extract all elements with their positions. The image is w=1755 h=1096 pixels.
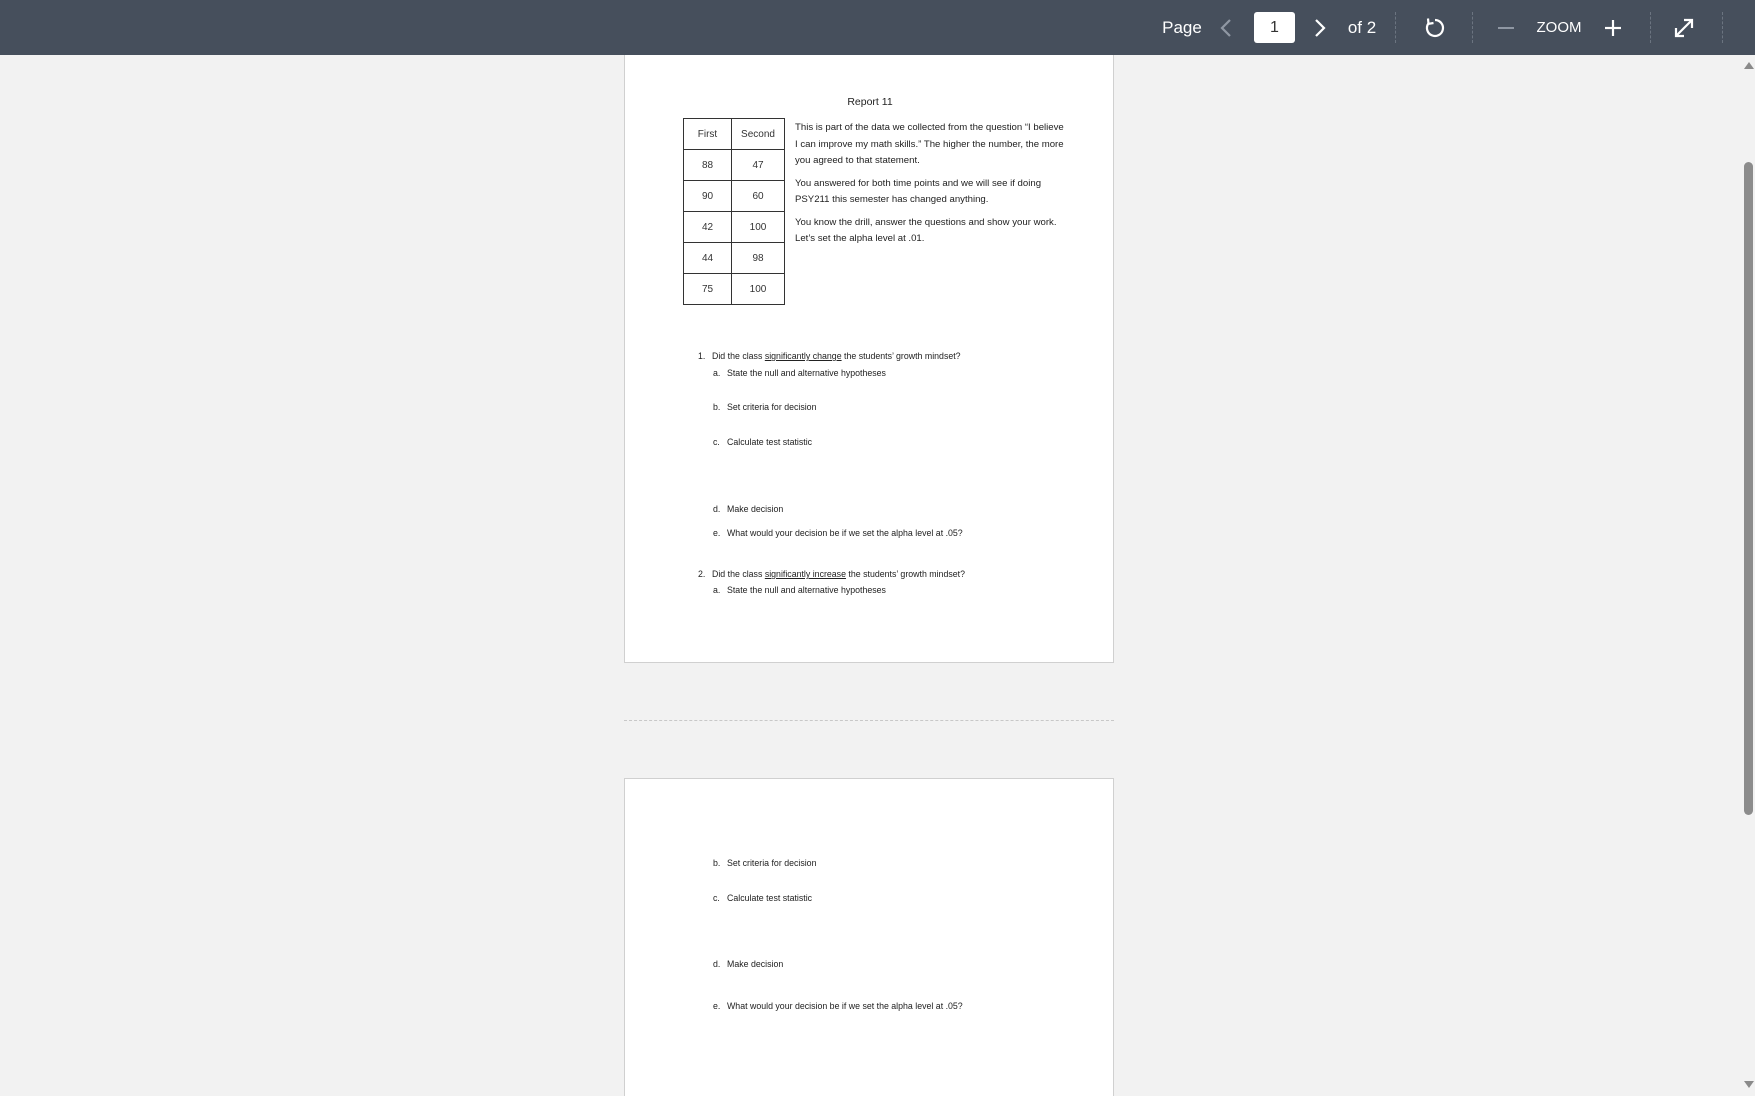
sub-label: e. [713,528,721,538]
table-cell: 100 [732,212,785,243]
question-1d [713,504,783,514]
table-header-row [684,119,785,150]
intro-paragraph: This is part of the data we collected from the question “I believe I can improve my math skills.” The higher the number, the more you agreed to that statement. [795,122,1064,166]
table-header: Second [732,119,785,150]
sub-text: State the null and alternative hypotheses [727,368,886,378]
question-2c [713,893,812,903]
page-count-label: of 2 [1347,17,1377,37]
question-2e [713,1001,963,1011]
document-page-1 [624,55,1114,663]
sub-label: c. [713,437,720,447]
sub-text: Make decision [727,959,784,969]
sub-label: b. [713,858,721,868]
sub-text: Set criteria for decision [727,858,817,868]
sub-label: a. [713,585,721,595]
table-row [684,212,785,243]
plus-icon [1604,19,1622,37]
question-2d [713,959,783,969]
question-number: 2. [698,569,706,579]
report-title: Report 11 [847,96,893,108]
question-1 [698,351,961,361]
table-cell: 75 [684,274,732,305]
minus-icon [1497,26,1515,30]
sub-label: a. [713,368,721,378]
document-page-2 [624,778,1114,1096]
table-cell: 88 [684,150,732,181]
sub-label: c. [713,893,720,903]
zoom-out-button[interactable] [1496,0,1516,55]
sub-text: State the null and alternative hypotheses [727,585,886,595]
table-header: First [684,119,732,150]
intro-paragraph: You answered for both time points and we will see if doing PSY211 this semester has changed anything. [795,177,1042,205]
fullscreen-button[interactable] [1670,0,1698,55]
question-text: the students’ growth mindset? [845,569,965,579]
toolbar-separator [1395,12,1396,43]
chevron-left-icon [1220,18,1232,38]
sub-text: Set criteria for decision [727,402,817,412]
table-row [684,243,785,274]
sub-text: What would your decision be if we set the alpha level at .05? [727,1001,963,1011]
viewer-toolbar [0,0,1755,55]
data-table [683,118,785,305]
sub-label: d. [713,504,721,514]
table-row [684,274,785,305]
question-text: the students’ growth mindset? [841,351,961,361]
previous-page-button[interactable] [1216,0,1236,55]
zoom-label: ZOOM [1536,19,1582,36]
toolbar-separator [1722,12,1723,43]
scroll-down-arrow-icon[interactable] [1744,1081,1754,1088]
table-cell: 44 [684,243,732,274]
table-cell: 47 [732,150,785,181]
question-emphasis: significantly change [764,351,842,361]
question-emphasis: significantly increase [764,569,846,579]
table-row [684,181,785,212]
scrollbar-thumb[interactable] [1744,162,1753,815]
question-text: Did the class [712,351,765,361]
question-2a [713,585,886,595]
vertical-scrollbar[interactable] [1741,55,1755,1096]
page-divider [624,720,1114,721]
next-page-button[interactable] [1310,0,1330,55]
zoom-in-button[interactable] [1602,0,1624,55]
expand-icon [1673,17,1695,39]
intro-paragraph: You know the drill, answer the questions and show your work. Let’s set the alpha level at .01. [795,216,1057,244]
table-cell: 90 [684,181,732,212]
question-2b [713,858,816,868]
sub-text: Make decision [727,504,784,514]
sub-label: e. [713,1001,721,1011]
table-row [684,150,785,181]
toolbar-separator [1650,12,1651,43]
sub-label: b. [713,402,721,412]
question-1c [713,437,812,447]
table-cell: 42 [684,212,732,243]
page-label: Page [1162,17,1202,37]
sub-text: What would your decision be if we set the alpha level at .05? [727,528,963,538]
table-cell: 98 [732,243,785,274]
rotate-button[interactable] [1420,0,1450,55]
question-1b [713,402,816,412]
table-cell: 60 [732,181,785,212]
intro-text [795,120,1065,254]
scroll-up-arrow-icon[interactable] [1744,62,1754,69]
toolbar-separator [1472,12,1473,43]
question-1a [713,368,886,378]
sub-label: d. [713,959,721,969]
chevron-right-icon [1314,18,1326,38]
document-viewer[interactable] [0,55,1741,1096]
rotate-icon [1423,16,1447,40]
sub-text: Calculate test statistic [727,893,813,903]
page-number-input[interactable] [1254,12,1295,43]
question-2 [698,569,965,579]
table-cell: 100 [732,274,785,305]
sub-text: Calculate test statistic [727,437,813,447]
question-1e [713,528,963,538]
question-number: 1. [698,351,706,361]
question-text: Did the class [712,569,765,579]
